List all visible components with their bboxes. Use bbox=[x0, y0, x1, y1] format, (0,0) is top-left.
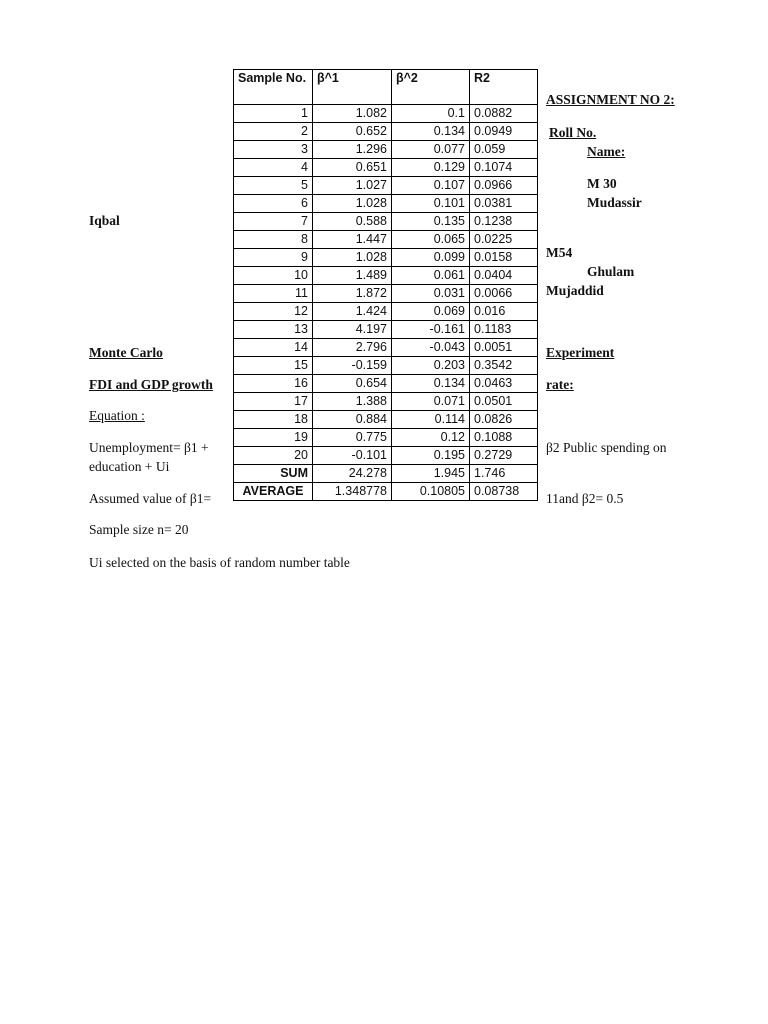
table-row bbox=[234, 303, 538, 321]
cell-sample-no: 11 bbox=[234, 285, 313, 303]
cell-sample-no: 5 bbox=[234, 177, 313, 195]
cell-beta1: 1.872 bbox=[313, 285, 392, 303]
cell-beta1: 1.348778 bbox=[313, 483, 392, 501]
cell-beta2: 0.077 bbox=[392, 141, 470, 159]
cell-beta2: 0.114 bbox=[392, 411, 470, 429]
cell-beta1: 0.651 bbox=[313, 159, 392, 177]
table-row bbox=[234, 267, 538, 285]
cell-r2: 0.1088 bbox=[470, 429, 538, 447]
cell-beta2: 0.134 bbox=[392, 123, 470, 141]
cell-beta2: 0.069 bbox=[392, 303, 470, 321]
table-row bbox=[234, 159, 538, 177]
cell-sample-no: 8 bbox=[234, 231, 313, 249]
average-row bbox=[234, 483, 538, 501]
table-row bbox=[234, 357, 538, 375]
cell-sample-no: 15 bbox=[234, 357, 313, 375]
assignment-title: ASSIGNMENT NO 2: bbox=[546, 92, 675, 107]
cell-beta2: -0.161 bbox=[392, 321, 470, 339]
table-row bbox=[234, 123, 538, 141]
cell-beta1: -0.159 bbox=[313, 357, 392, 375]
cell-beta2: 0.099 bbox=[392, 249, 470, 267]
table-row bbox=[234, 177, 538, 195]
cell-beta2: 0.12 bbox=[392, 429, 470, 447]
header-sample-no: Sample No. bbox=[234, 70, 313, 105]
cell-sample-no: 16 bbox=[234, 375, 313, 393]
cell-r2: 0.0826 bbox=[470, 411, 538, 429]
cell-sample-no: 14 bbox=[234, 339, 313, 357]
header-r2: R2 bbox=[470, 70, 538, 105]
cell-r2: 0.016 bbox=[470, 303, 538, 321]
beta-values-text: 11and β2= 0.5 bbox=[546, 491, 624, 506]
cell-beta1: 1.028 bbox=[313, 249, 392, 267]
cell-sample-no: 4 bbox=[234, 159, 313, 177]
cell-r2: 0.1074 bbox=[470, 159, 538, 177]
cell-beta1: 1.027 bbox=[313, 177, 392, 195]
cell-r2: 0.0225 bbox=[470, 231, 538, 249]
cell-r2: 0.0463 bbox=[470, 375, 538, 393]
roll-m30: M 30 bbox=[587, 176, 617, 191]
beta2-public-text: β2 Public spending on bbox=[546, 440, 667, 455]
cell-sample-no: 18 bbox=[234, 411, 313, 429]
cell-beta2: 0.10805 bbox=[392, 483, 470, 501]
cell-beta1: 1.447 bbox=[313, 231, 392, 249]
cell-beta1: 1.296 bbox=[313, 141, 392, 159]
roll-no-label: Roll No. bbox=[549, 125, 597, 140]
table-row bbox=[234, 105, 538, 123]
cell-beta1: 0.588 bbox=[313, 213, 392, 231]
cell-beta2: 0.065 bbox=[392, 231, 470, 249]
rate-title: rate: bbox=[546, 377, 574, 392]
assumed-value-text: Assumed value of β1= bbox=[89, 491, 212, 506]
cell-beta1: 0.884 bbox=[313, 411, 392, 429]
name-ghulam: Ghulam bbox=[587, 264, 635, 279]
cell-sample-no: 12 bbox=[234, 303, 313, 321]
cell-r2: 0.1238 bbox=[470, 213, 538, 231]
name-mujaddid: Mujaddid bbox=[546, 283, 604, 298]
equation-label: Equation : bbox=[89, 408, 145, 423]
cell-beta2: -0.043 bbox=[392, 339, 470, 357]
monte-carlo-title: Monte Carlo bbox=[89, 345, 163, 360]
sample-size-text: Sample size n= 20 bbox=[89, 522, 189, 537]
cell-r2: 0.2729 bbox=[470, 447, 538, 465]
cell-sample-no: 2 bbox=[234, 123, 313, 141]
cell-r2: 0.0949 bbox=[470, 123, 538, 141]
cell-beta2: 0.135 bbox=[392, 213, 470, 231]
cell-r2: 0.0158 bbox=[470, 249, 538, 267]
cell-beta2: 0.031 bbox=[392, 285, 470, 303]
header-beta1: β^1 bbox=[313, 70, 392, 105]
cell-r2: 0.3542 bbox=[470, 357, 538, 375]
cell-beta1: 4.197 bbox=[313, 321, 392, 339]
table-row bbox=[234, 375, 538, 393]
roll-m54: M54 bbox=[546, 245, 573, 260]
cell-sample-no: 7 bbox=[234, 213, 313, 231]
fdi-title: FDI and GDP growth bbox=[89, 377, 213, 392]
table-row bbox=[234, 339, 538, 357]
equation-line-2: education + Ui bbox=[89, 459, 170, 474]
cell-sample-no: 6 bbox=[234, 195, 313, 213]
iqbal-text: Iqbal bbox=[89, 213, 120, 228]
cell-r2: 0.0966 bbox=[470, 177, 538, 195]
table-row bbox=[234, 141, 538, 159]
cell-sample-no: 17 bbox=[234, 393, 313, 411]
cell-sample-no: AVERAGE bbox=[234, 483, 313, 501]
cell-beta1: 0.654 bbox=[313, 375, 392, 393]
cell-beta1: 24.278 bbox=[313, 465, 392, 483]
cell-sample-no: 10 bbox=[234, 267, 313, 285]
sum-row bbox=[234, 465, 538, 483]
cell-sample-no: 1 bbox=[234, 105, 313, 123]
cell-beta2: 0.101 bbox=[392, 195, 470, 213]
cell-beta1: 1.489 bbox=[313, 267, 392, 285]
ui-note-text: Ui selected on the basis of random number table bbox=[89, 555, 350, 570]
cell-beta2: 0.129 bbox=[392, 159, 470, 177]
cell-beta1: 2.796 bbox=[313, 339, 392, 357]
cell-r2: 0.1183 bbox=[470, 321, 538, 339]
table-row bbox=[234, 231, 538, 249]
cell-beta1: 1.082 bbox=[313, 105, 392, 123]
cell-beta2: 0.071 bbox=[392, 393, 470, 411]
cell-sample-no: 9 bbox=[234, 249, 313, 267]
name-mudassir: Mudassir bbox=[587, 195, 642, 210]
cell-beta2: 0.134 bbox=[392, 375, 470, 393]
table-row bbox=[234, 195, 538, 213]
table-row bbox=[234, 285, 538, 303]
cell-beta2: 0.107 bbox=[392, 177, 470, 195]
cell-beta2: 0.195 bbox=[392, 447, 470, 465]
cell-r2: 0.0051 bbox=[470, 339, 538, 357]
cell-beta1: 0.652 bbox=[313, 123, 392, 141]
cell-beta2: 0.061 bbox=[392, 267, 470, 285]
cell-sample-no: 19 bbox=[234, 429, 313, 447]
table-body bbox=[234, 105, 538, 501]
cell-r2: 1.746 bbox=[470, 465, 538, 483]
cell-sample-no: 20 bbox=[234, 447, 313, 465]
cell-beta1: 1.388 bbox=[313, 393, 392, 411]
cell-beta1: -0.101 bbox=[313, 447, 392, 465]
table-row bbox=[234, 213, 538, 231]
table-row bbox=[234, 429, 538, 447]
cell-beta1: 0.775 bbox=[313, 429, 392, 447]
monte-carlo-table bbox=[233, 69, 538, 501]
cell-sample-no: 3 bbox=[234, 141, 313, 159]
cell-sample-no: 13 bbox=[234, 321, 313, 339]
cell-r2: 0.0404 bbox=[470, 267, 538, 285]
experiment-title: Experiment bbox=[546, 345, 615, 360]
cell-beta2: 1.945 bbox=[392, 465, 470, 483]
name-label: Name: bbox=[587, 144, 626, 159]
table-row bbox=[234, 411, 538, 429]
cell-r2: 0.0381 bbox=[470, 195, 538, 213]
table-row bbox=[234, 321, 538, 339]
cell-r2: 0.0066 bbox=[470, 285, 538, 303]
cell-r2: 0.0882 bbox=[470, 105, 538, 123]
table-row bbox=[234, 447, 538, 465]
cell-sample-no: SUM bbox=[234, 465, 313, 483]
table-row bbox=[234, 249, 538, 267]
cell-r2: 0.08738 bbox=[470, 483, 538, 501]
header-beta2: β^2 bbox=[392, 70, 470, 105]
table-row bbox=[234, 393, 538, 411]
cell-beta1: 1.424 bbox=[313, 303, 392, 321]
cell-r2: 0.059 bbox=[470, 141, 538, 159]
cell-r2: 0.0501 bbox=[470, 393, 538, 411]
cell-beta1: 1.028 bbox=[313, 195, 392, 213]
cell-beta2: 0.1 bbox=[392, 105, 470, 123]
cell-beta2: 0.203 bbox=[392, 357, 470, 375]
equation-line-1: Unemployment= β1 + bbox=[89, 440, 209, 455]
table-header-row bbox=[234, 70, 538, 105]
